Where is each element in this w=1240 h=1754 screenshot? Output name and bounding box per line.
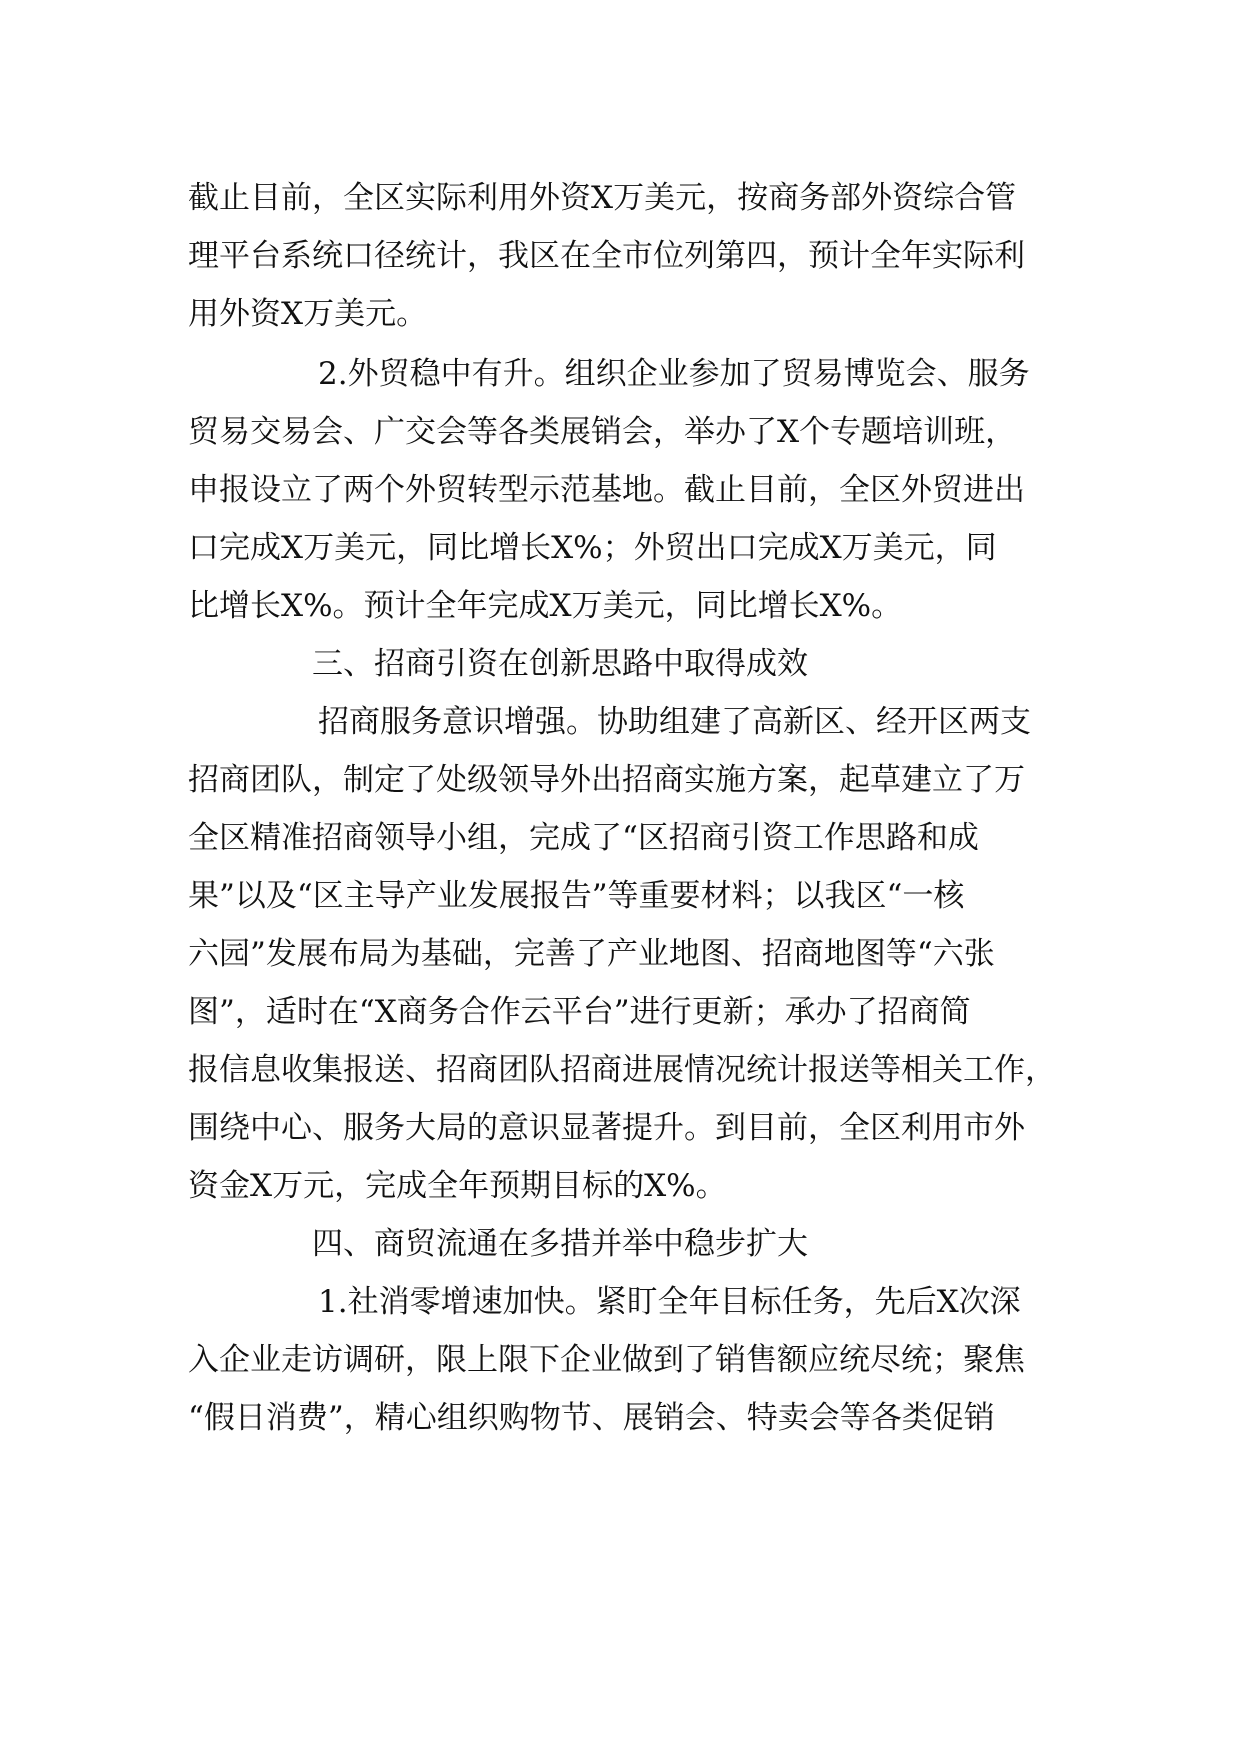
- body-text-line: “假日消费”，精心组织购物节、展销会、特卖会等各类促销: [188, 1400, 995, 1436]
- body-text-line: 口完成X万美元，同比增长X%；外贸出口完成X万美元，同: [188, 530, 997, 566]
- paragraph-investment-service: 招商服务意识增强。协助组建了高新区、经开区两支: [318, 704, 1031, 740]
- paragraph-retail-growth: 1.社消零增速加快。紧盯全年目标任务，先后X次深: [318, 1284, 1021, 1320]
- body-text-line: 报信息收集报送、招商团队招商进展情况统计报送等相关工作，: [188, 1052, 1056, 1088]
- section-heading-3: 三、招商引资在创新思路中取得成效: [312, 646, 808, 682]
- body-text-line: 招商团队，制定了处级领导外出招商实施方案，起草建立了万: [188, 762, 1025, 798]
- body-text-line: 全区精准招商领导小组，完成了“区招商引资工作思路和成: [188, 820, 979, 856]
- body-text-line: 用外资X万美元。: [188, 296, 428, 332]
- body-text-line: 入企业走访调研，限上限下企业做到了销售额应统尽统；聚焦: [188, 1342, 1025, 1378]
- body-text-line: 六园”发展布局为基础，完善了产业地图、招商地图等“六张: [188, 936, 995, 972]
- paragraph-foreign-trade: 2.外贸稳中有升。组织企业参加了贸易博览会、服务: [318, 356, 1030, 392]
- section-heading-4: 四、商贸流通在多措并举中稳步扩大: [312, 1226, 808, 1262]
- body-text-line: 资金X万元，完成全年预期目标的X%。: [188, 1168, 727, 1204]
- body-text-line: 贸易交易会、广交会等各类展销会，举办了X个专题培训班，: [188, 414, 1017, 450]
- body-text-line: 围绕中心、服务大局的意识显著提升。到目前，全区利用市外: [188, 1110, 1025, 1146]
- body-text-line: 比增长X%。预计全年完成X万美元，同比增长X%。: [188, 588, 903, 624]
- body-text-line: 理平台系统口径统计，我区在全市位列第四，预计全年实际利: [188, 238, 1025, 274]
- body-text-line: 果”以及“区主导产业发展报告”等重要材料；以我区“一核: [188, 878, 965, 914]
- body-text-line: 图”，适时在“X商务合作云平台”进行更新；承办了招商简: [188, 994, 971, 1030]
- body-text-line: 截止目前，全区实际利用外资X万美元，按商务部外资综合管: [188, 180, 1017, 216]
- body-text-line: 申报设立了两个外贸转型示范基地。截止目前，全区外贸进出: [188, 472, 1025, 508]
